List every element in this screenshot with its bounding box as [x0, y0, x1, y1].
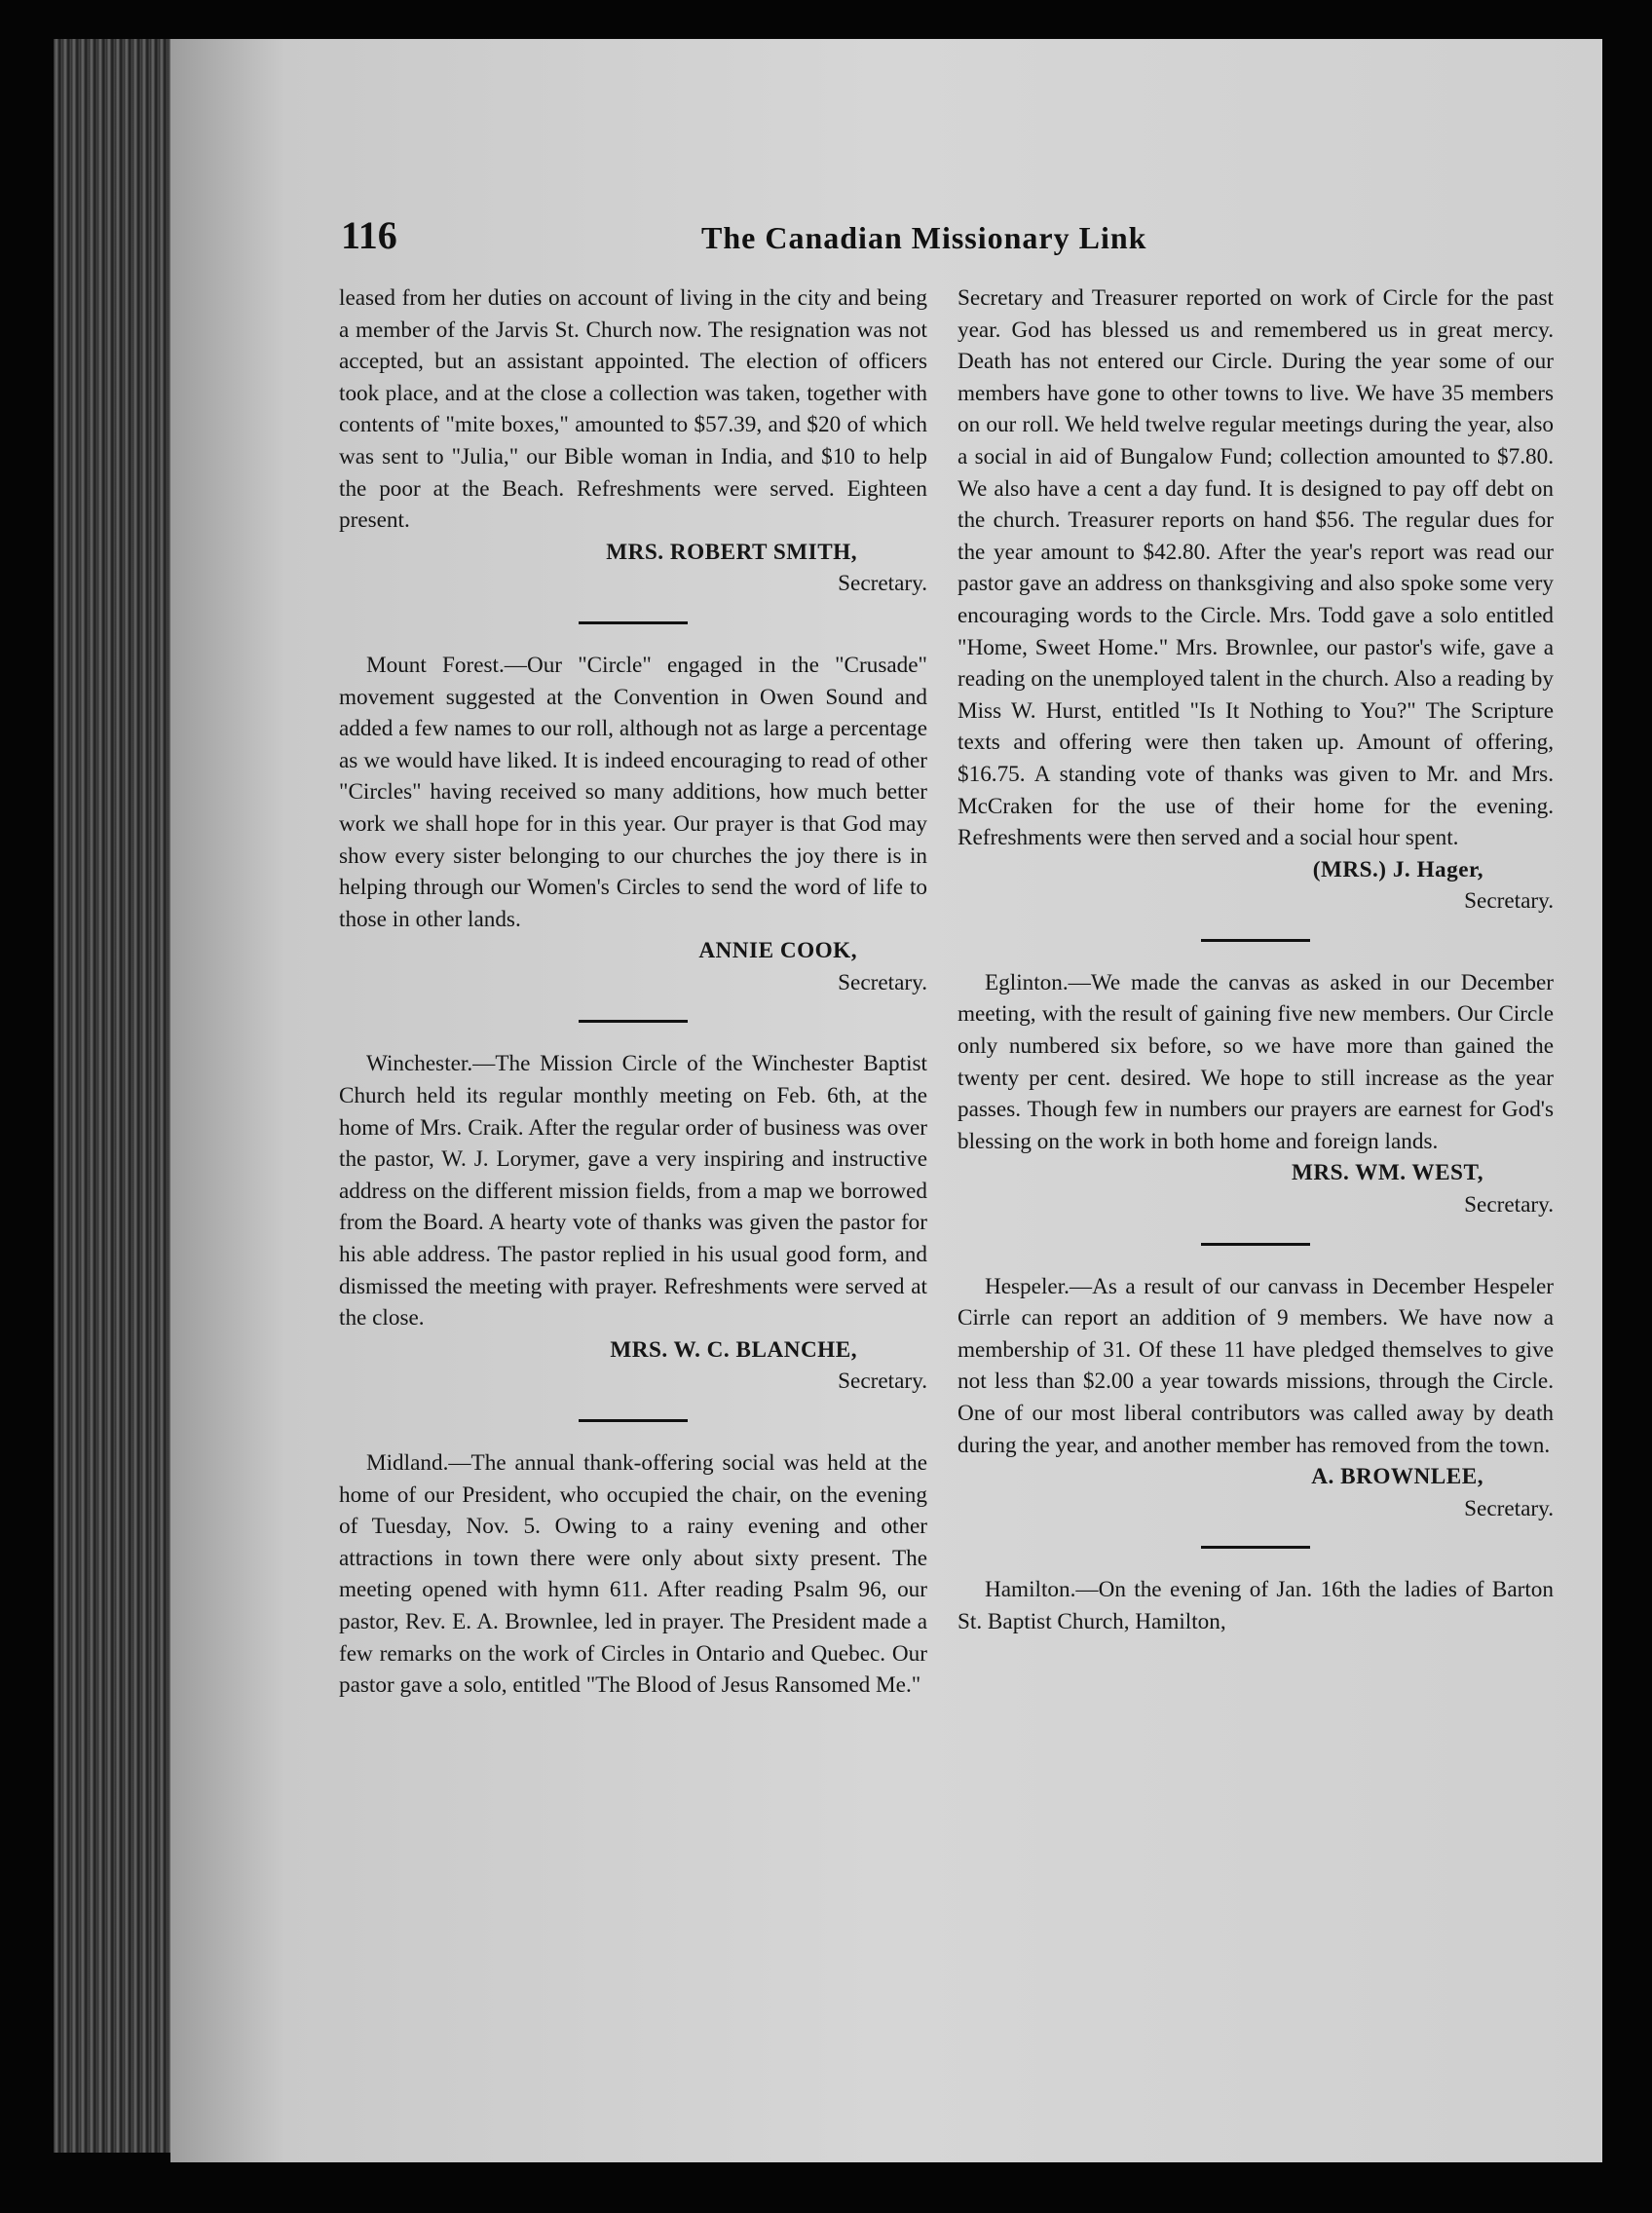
signature-role: Secretary. — [1464, 1192, 1554, 1219]
section-divider — [579, 621, 688, 624]
left-column — [339, 282, 927, 1702]
signature-name: MRS. W. C. BLANCHE, — [610, 1336, 857, 1363]
signature-name: (MRS.) J. Hager, — [1312, 856, 1483, 882]
signature-role: Secretary. — [1464, 888, 1554, 915]
section-divider — [1201, 939, 1310, 942]
page-number: 116 — [341, 213, 397, 257]
signature-name: A. BROWNLEE, — [1311, 1464, 1483, 1490]
running-title: The Canadian Missionary Link — [701, 220, 1147, 255]
hespeler-report: Hespeler.—As a result of our canvass in December Hespeler Cirrle can report an addition of 9 members. We have now a membership of 31. Of these 11 have pledged themselves to give not less than $2.00 a year towards missions, through the Circle. One of our most liberal contributors was called away by death during the year, and another member has removed from the town. — [957, 1273, 1554, 1458]
section-divider — [579, 1020, 688, 1023]
midland-report: Midland.—The annual thank-offering social was held at the home of our President, who occupied the chair, on the evening of Tuesday, Nov. 5. Owing to a rainy evening and other attractions in town there were only about sixty present. The meeting opened with hymn 611. After reading Psalm 96, our pastor, Rev. E. A. Brownlee, led in prayer. The President made a few remarks on the work of Circles in Ontario and Quebec. Our pastor gave a solo, entitled "The Blood of Jesus Ransomed Me." — [339, 1450, 927, 1699]
smith-report-continuation: leased from her duties on account of living in the city and being a member of the Jarvis St. Church now. The resignation was not accepted, but an assistant appointed. The election of officers took place, and at the close a collection was taken, together with contents of "mite boxes," amounted to $57.39, and $20 of which was sent to "Julia," our Bible woman in India, and $10 to help the poor at the Beach. Refreshments were served. Eighteen present. — [339, 285, 927, 534]
signature-role: Secretary. — [838, 1369, 927, 1395]
signature-name: MRS. WM. WEST, — [1291, 1160, 1483, 1186]
signature-name: MRS. ROBERT SMITH, — [606, 539, 857, 565]
eglinton-report: Eglinton.—We made the canvas as asked in our December meeting, with the result of gaining five new members. Our Circle only numbered six before, so we have more than gained the twenty per cent. desired. We hope to still increase as the year passes. Though few in numbers our prayers are earnest for God's blessing on the work in both home and foreign lands. — [957, 969, 1554, 1154]
signature-role: Secretary. — [838, 969, 927, 995]
hamilton-report: Hamilton.—On the evening of Jan. 16th the ladies of Barton St. Baptist Church, Hamilton, — [957, 1577, 1554, 1634]
signature-name: ANNIE COOK, — [698, 938, 857, 964]
section-divider — [1201, 1546, 1310, 1549]
right-column — [957, 282, 1554, 1638]
winchester-report: Winchester.—The Mission Circle of the Winchester Baptist Church held its regular monthly meeting on Feb. 6th, at the home of Mrs. Craik. After the regular order of business was over the pastor, W. J. Lorymer, gave a very inspiring and instructive address on the different mission fields, from a map we borrowed from the Board. A hearty vote of thanks was given the pastor for his able address. The pastor replied in his usual good form, and dismissed the meeting with prayer. Refreshments were served at the close. — [339, 1051, 927, 1332]
page-header — [341, 212, 1188, 261]
signature-role: Secretary. — [1464, 1495, 1554, 1521]
section-divider — [1201, 1243, 1310, 1246]
section-divider — [579, 1419, 688, 1422]
signature-role: Secretary. — [838, 571, 927, 597]
mount-forest-report: Mount Forest.—Our "Circle" engaged in the "Crusade" movement suggested at the Convention in Owen Sound and added a few names to our roll, although not as large a percentage as we would have liked. It is indeed encouraging to read of other "Circles" having received so many additions, how much better work we shall hope for in this year. Our prayer is that God may show every sister belonging to our churches the joy there is in helping through our Women's Circles to send the word of life to those in other lands. — [339, 652, 927, 932]
midland-report-continuation: Secretary and Treasurer reported on work of Circle for the past year. God has blessed us and remembered us in great mercy. Death has not entered our Circle. During the year some of our members have gone to other towns to live. We have 35 members on our roll. We held twelve regular meetings during the year, also a social in aid of Bungalow Fund; collection amounted to $7.80. We also have a cent a day fund. It is designed to pay off debt on the church. Treasurer reports on hand $56. The regular dues for the year amount to $42.80. After the year's report was read our pastor gave an address on thanksgiving and also spoke some very encouraging words to the Circle. Mrs. Todd gave a solo entitled "Home, Sweet Home." Mrs. Brownlee, our pastor's wife, gave a reading on the unemployed talent in the church. Also a reading by Miss W. Hurst, entitled "Is It Nothing to You?" The Scripture texts and offering were then taken up. Amount of offering, $16.75. A standing vote of thanks was given to Mr. and Mrs. McCraken for the use of their home for the evening. Refreshments were then served and a social hour spent. — [957, 285, 1554, 851]
